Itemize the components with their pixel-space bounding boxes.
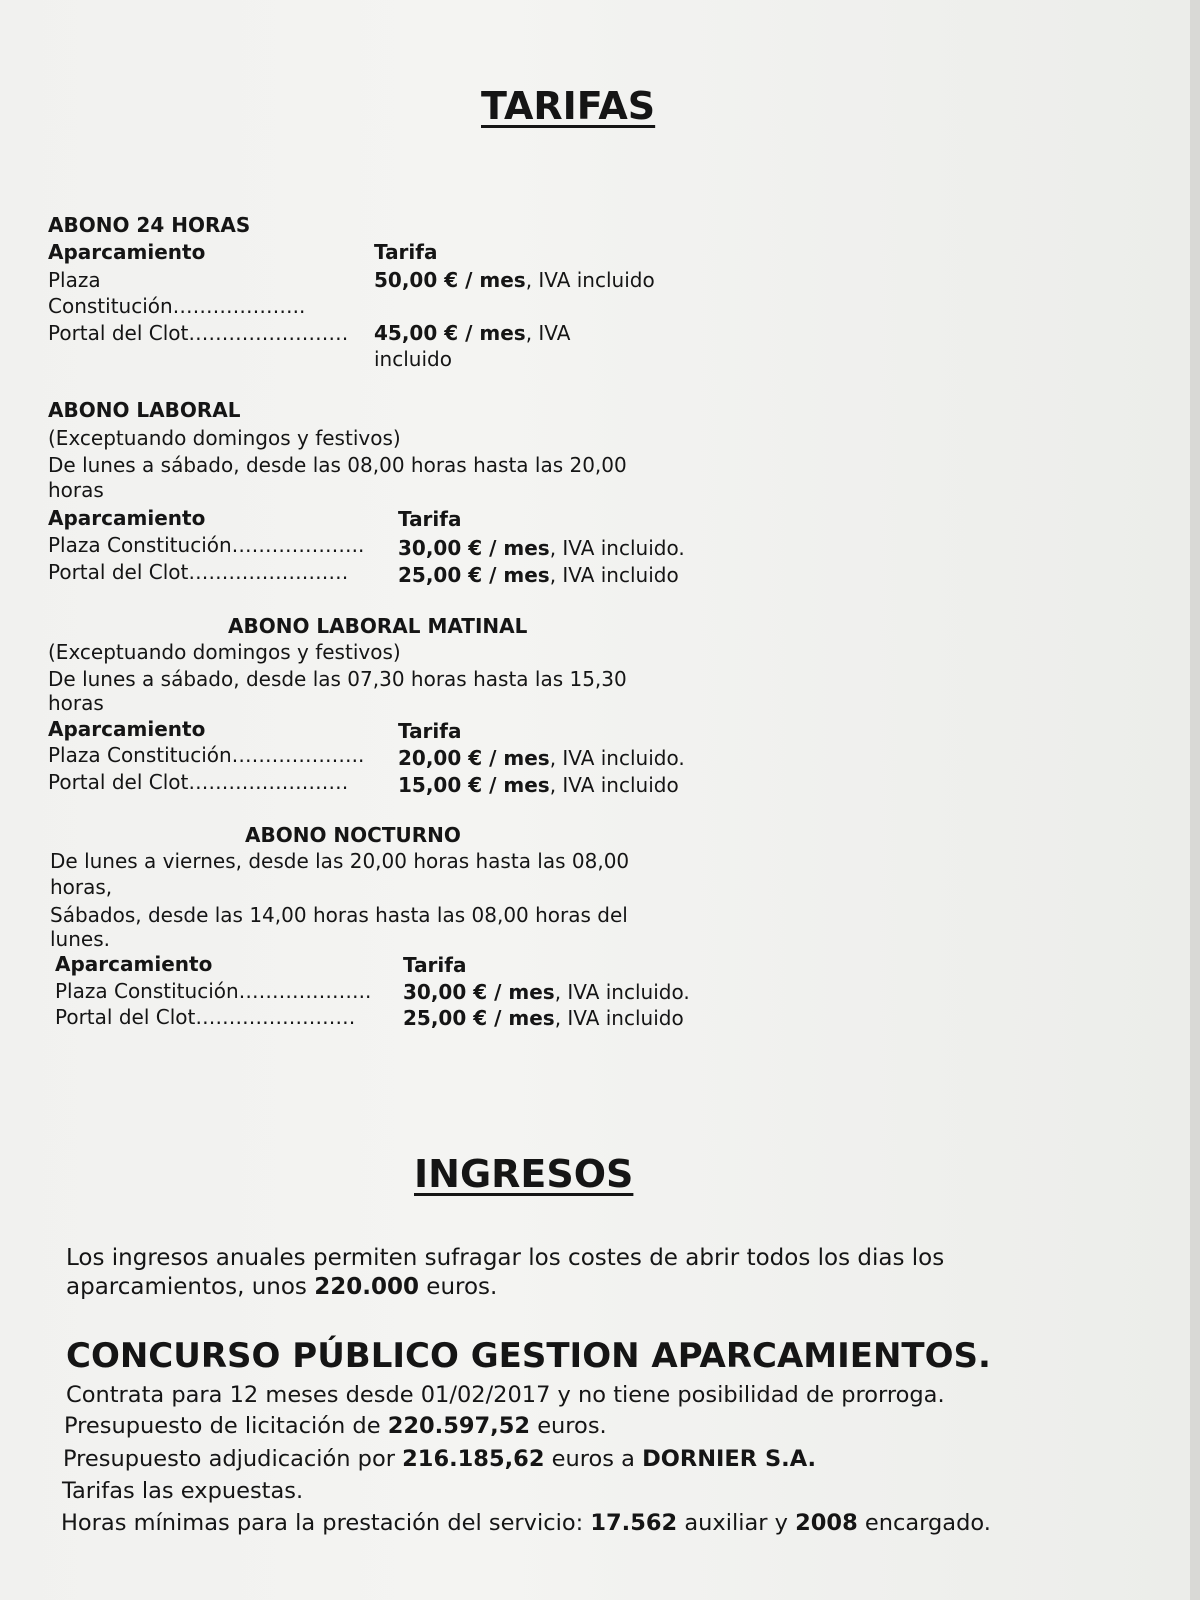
laboral-line3: horas: [48, 478, 104, 502]
abono24-row1-tariff: [374, 268, 655, 292]
laboral-row1-tariff: [398, 536, 685, 560]
matinal-heading: ABONO LABORAL MATINAL: [228, 614, 528, 638]
horas-auxiliar: 17.562: [590, 1510, 678, 1536]
concurso-line5-a: Horas mínimas para la prestación del servicio:: [61, 1510, 591, 1536]
ingresos-amount: 220.000: [314, 1274, 419, 1300]
nocturno-line4: lunes.: [50, 927, 110, 951]
abono24-row1-iva: , IVA incluido: [525, 268, 655, 292]
laboral-row1-price: 30,00 € / mes: [398, 536, 550, 560]
matinal-line1: (Exceptuando domingos y festivos): [48, 640, 401, 664]
ingresos-line2-a: aparcamientos, unos: [66, 1274, 315, 1300]
nocturno-line1: De lunes a viernes, desde las 20,00 horas hasta las 08,00: [50, 849, 630, 873]
nocturno-row2-price: 25,00 € / mes: [403, 1006, 555, 1030]
ingresos-line2: [66, 1274, 497, 1300]
laboral-row1-place: Plaza Constitución………………..: [48, 533, 365, 557]
matinal-line3: horas: [48, 691, 104, 715]
concurso-line3: [63, 1446, 816, 1472]
abono24-row1-place-b: Constitución………………..: [48, 294, 306, 318]
nocturno-line3: Sábados, desde las 14,00 horas hasta las 08,00 horas del: [50, 903, 628, 927]
nocturno-col-tarifa: Tarifa: [403, 953, 467, 977]
laboral-line1: (Exceptuando domingos y festivos): [48, 426, 401, 450]
matinal-row1-price: 20,00 € / mes: [398, 746, 550, 770]
laboral-col-aparcamiento: Aparcamiento: [48, 506, 206, 530]
concurso-line3-c: euros a: [544, 1446, 643, 1472]
nocturno-row2-place: Portal del Clot……………………: [55, 1005, 356, 1029]
matinal-row1-tariff: [398, 746, 685, 770]
laboral-row2-place: Portal del Clot……………………: [48, 560, 349, 584]
abono24-row2-iva-a: , IVA: [525, 321, 571, 345]
ingresos-title: INGRESOS: [414, 1152, 634, 1196]
laboral-row1-iva: , IVA incluido.: [549, 536, 685, 560]
nocturno-heading: ABONO NOCTURNO: [245, 823, 461, 847]
concurso-line2-c: euros.: [530, 1413, 607, 1439]
concurso-line1: Contrata para 12 meses desde 01/02/2017 y no tiene posibilidad de prorroga.: [66, 1382, 945, 1408]
concurso-line5-c: auxiliar y: [677, 1510, 796, 1536]
nocturno-row1-price: 30,00 € / mes: [403, 980, 555, 1004]
matinal-row2-tariff: [398, 773, 679, 797]
abono24-col-aparcamiento: Aparcamiento: [48, 240, 206, 264]
nocturno-row2-tariff: [403, 1006, 684, 1030]
abono24-row1-price: 50,00 € / mes: [374, 268, 526, 292]
matinal-row2-iva: , IVA incluido: [549, 773, 679, 797]
concurso-line4: Tarifas las expuestas.: [62, 1478, 304, 1504]
nocturno-col-aparcamiento: Aparcamiento: [55, 952, 213, 976]
nocturno-row2-iva: , IVA incluido: [554, 1006, 684, 1030]
matinal-row1-place: Plaza Constitución………………..: [48, 743, 365, 767]
laboral-col-tarifa: Tarifa: [398, 507, 462, 531]
concurso-title: CONCURSO PÚBLICO GESTION APARCAMIENTOS.: [66, 1336, 991, 1376]
abono24-col-tarifa: Tarifa: [374, 240, 438, 264]
abono24-row2-tariff: [374, 321, 570, 345]
ingresos-line2-c: euros.: [418, 1274, 498, 1300]
laboral-row2-iva: , IVA incluido: [549, 563, 679, 587]
matinal-col-tarifa: Tarifa: [398, 719, 462, 743]
matinal-row2-place: Portal del Clot……………………: [48, 770, 349, 794]
licitacion-amount: 220.597,52: [387, 1413, 531, 1439]
nocturno-row1-iva: , IVA incluido.: [554, 980, 690, 1004]
matinal-line2: De lunes a sábado, desde las 07,30 horas hasta las 15,30: [48, 667, 627, 691]
abono24-row2-iva-b: incluido: [374, 347, 452, 371]
matinal-col-aparcamiento: Aparcamiento: [48, 717, 206, 741]
adjudicacion-amount: 216.185,62: [402, 1446, 545, 1472]
concurso-line3-a: Presupuesto adjudicación por: [63, 1446, 403, 1472]
laboral-row2-price: 25,00 € / mes: [398, 563, 550, 587]
laboral-line2: De lunes a sábado, desde las 08,00 horas hasta las 20,00: [48, 453, 627, 477]
concurso-line2: [64, 1413, 607, 1439]
nocturno-row1-tariff: [403, 980, 690, 1004]
matinal-row1-iva: , IVA incluido.: [549, 746, 685, 770]
nocturno-row1-place: Plaza Constitución………………..: [55, 979, 372, 1003]
concurso-line5: [61, 1510, 991, 1536]
abono24-row2-price: 45,00 € / mes: [374, 321, 526, 345]
matinal-row2-price: 15,00 € / mes: [398, 773, 550, 797]
laboral-row2-tariff: [398, 563, 679, 587]
concurso-line5-e: encargado.: [857, 1510, 991, 1536]
laboral-heading: ABONO LABORAL: [48, 398, 241, 422]
abono24-row1-place-a: Plaza: [48, 268, 101, 292]
abono24-row2-place: Portal del Clot……………………: [48, 321, 349, 345]
ingresos-line1: Los ingresos anuales permiten sufragar los costes de abrir todos los dias los: [66, 1245, 945, 1271]
tarifas-title: TARIFAS: [481, 84, 656, 128]
abono24-heading: ABONO 24 HORAS: [48, 213, 251, 237]
concurso-line2-a: Presupuesto de licitación de: [64, 1413, 388, 1439]
nocturno-line2: horas,: [50, 875, 113, 899]
horas-encargado: 2008: [795, 1510, 858, 1536]
adjudicatario-name: DORNIER S.A.: [642, 1446, 817, 1472]
